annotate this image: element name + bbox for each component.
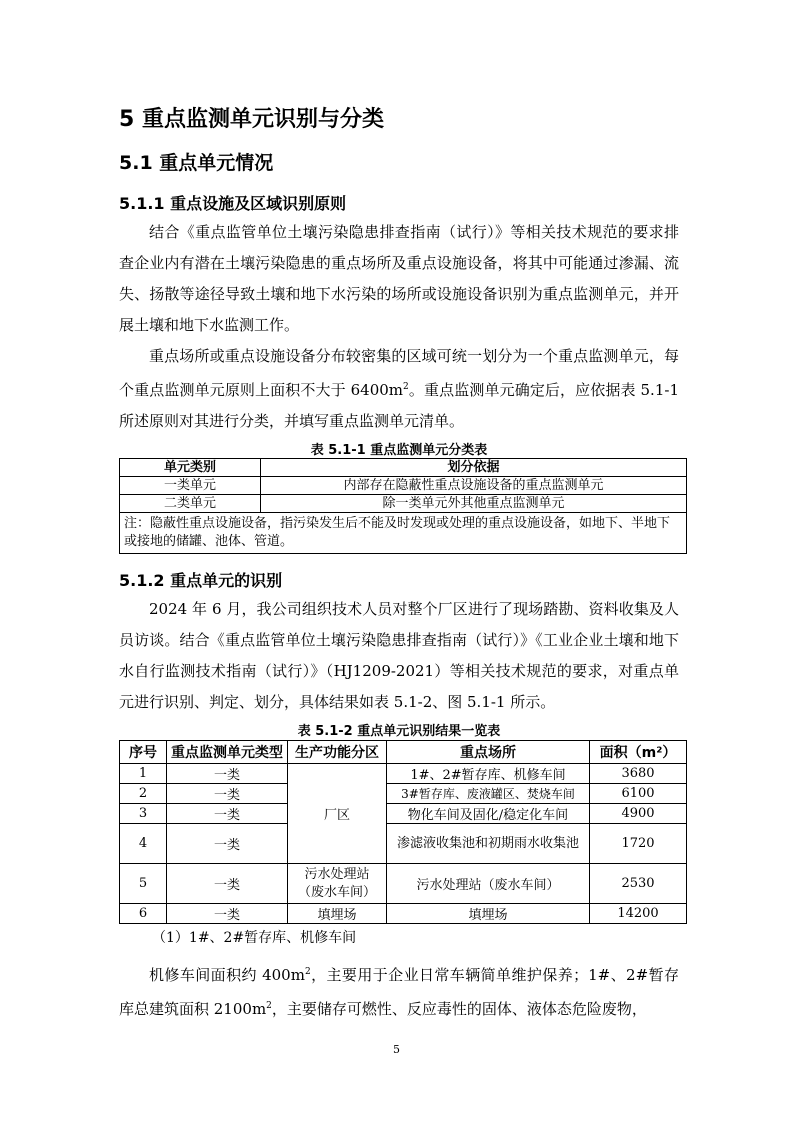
table-cell: 2 <box>120 784 167 804</box>
superscript: 2 <box>304 967 311 977</box>
table-note-row <box>120 513 687 554</box>
table-header: 重点监测单元类型 <box>167 741 288 764</box>
paragraph-1 <box>119 217 679 341</box>
table-cell: 填埋场 <box>387 904 590 924</box>
section-title: 5 重点监测单元识别与分类 <box>119 107 384 132</box>
table-header: 单元类别 <box>120 459 261 477</box>
paragraph-3 <box>119 594 679 718</box>
subsubsection-title-1: 5.1.1 重点设施及区域识别原则 <box>119 194 347 213</box>
table-cell: 一类 <box>167 904 288 924</box>
table-header: 划分依据 <box>261 459 687 477</box>
table-cell: 填埋场 <box>288 904 387 924</box>
table-cell: 一类 <box>167 764 288 784</box>
table-cell: 14200 <box>590 904 687 924</box>
table-header-row <box>120 459 687 477</box>
table-header: 重点场所 <box>387 741 590 764</box>
table-cell: 3 <box>120 804 167 824</box>
paragraph-3-text: 2024 年 6 月，我公司组织技术人员对整个厂区进行了现场踏勘、资料收集及人员访谈。结合《重点监管单位土壤污染隐患排查指南（试行）》《工业企业土壤和地下水自行监测技术指南（试行）》（HJ1209-2021）等相关技术规范的要求，对重点单元进行识别、判定、划分，具体结果如表 5.1-2、图 5.1-1 所示。 <box>119 600 679 711</box>
paragraph-4-text-a: 机修车间面积约 400m <box>149 966 305 984</box>
paragraph-2-text-b: 。重点监测单元确定后，应依据表 5.1-1 所述原则对其进行分类，并填写重点监测单元清单。 <box>119 381 679 430</box>
table-cell: 污水处理站（废水车间） <box>288 864 387 904</box>
table-cell: 一类 <box>167 784 288 804</box>
table-row <box>120 477 687 495</box>
paragraph-2-text-a: 重点场所或重点设施设备分布较密集的区域可统一划分为一个重点监测单元，每个重点监测单元原则上面积不大于 6400m <box>119 347 679 399</box>
table-cell: 6 <box>120 904 167 924</box>
table-cell: 1#、2#暂存库、机修车间 <box>387 764 590 784</box>
table-note: 注：隐蔽性重点设施设备，指污染发生后不能及时发现或处理的重点设施设备，如地下、半地下或接地的储罐、池体、管道。 <box>120 513 687 554</box>
table-row <box>120 784 687 804</box>
table-row <box>120 824 687 864</box>
table-cell: 4 <box>120 824 167 864</box>
table-header: 面积（m²） <box>590 741 687 764</box>
table-cell: 一类 <box>167 804 288 824</box>
superscript: 2 <box>266 1001 272 1011</box>
table-row <box>120 864 687 904</box>
sub-item-heading: （1）1#、2#暂存库、机修车间 <box>152 930 357 946</box>
table-row <box>120 804 687 824</box>
table-cell: 2530 <box>590 864 687 904</box>
table-cell: 污水处理站（废水车间） <box>387 864 590 904</box>
table-cell: 3#暂存库、废液罐区、焚烧车间 <box>387 784 590 804</box>
superscript: 2 <box>403 382 409 392</box>
table-header-row <box>120 741 687 764</box>
table-cell: 3680 <box>590 764 687 784</box>
table-row <box>120 764 687 784</box>
paragraph-2 <box>119 341 679 437</box>
table-cell: 除一类单元外其他重点监测单元 <box>261 495 687 513</box>
paragraph-4 <box>119 957 679 1025</box>
table-1-caption: 表 5.1-1 重点监测单元分类表 <box>310 443 488 458</box>
paragraph-1-text: 结合《重点监管单位土壤污染隐患排查指南（试行）》等相关技术规范的要求排查企业内有潜在土壤污染隐患的重点场所及重点设施设备，将其中可能通过渗漏、流失、扬散等途径导致土壤和地下水污染的场所或设施设备识别为重点监测单元，并开展土壤和地下水监测工作。 <box>119 223 679 334</box>
paragraph-4-text-c: ，主要储存可燃性、反应毒性的固体、液体态危险废物， <box>271 1000 647 1018</box>
paragraph-4-text-b: ，主要用于企业日常车辆简单维护保养；1#、2#暂存库总建筑面积 2100m <box>119 966 679 1018</box>
table-2-caption: 表 5.1-2 重点单元识别结果一览表 <box>297 724 501 739</box>
table-cell: 二类单元 <box>120 495 261 513</box>
subsection-title: 5.1 重点单元情况 <box>119 152 274 174</box>
table-cell: 1720 <box>590 824 687 864</box>
classification-table <box>119 458 687 554</box>
table-row <box>120 904 687 924</box>
subsubsection-title-2: 5.1.2 重点单元的识别 <box>119 571 283 590</box>
table-cell: 一类单元 <box>120 477 261 495</box>
table-cell-zone: 厂区 <box>288 764 387 864</box>
table-cell: 渗滤液收集池和初期雨水收集池 <box>387 824 590 864</box>
table-cell: 一类 <box>167 864 288 904</box>
table-cell: 5 <box>120 864 167 904</box>
table-header: 序号 <box>120 741 167 764</box>
table-cell: 内部存在隐蔽性重点设施设备的重点监测单元 <box>261 477 687 495</box>
page-number: 5 <box>393 1043 400 1056</box>
table-row <box>120 495 687 513</box>
identification-table <box>119 740 687 924</box>
table-cell: 1 <box>120 764 167 784</box>
table-cell: 物化车间及固化/稳定化车间 <box>387 804 590 824</box>
table-cell: 一类 <box>167 824 288 864</box>
table-cell: 4900 <box>590 804 687 824</box>
table-cell: 6100 <box>590 784 687 804</box>
table-header: 生产功能分区 <box>288 741 387 764</box>
